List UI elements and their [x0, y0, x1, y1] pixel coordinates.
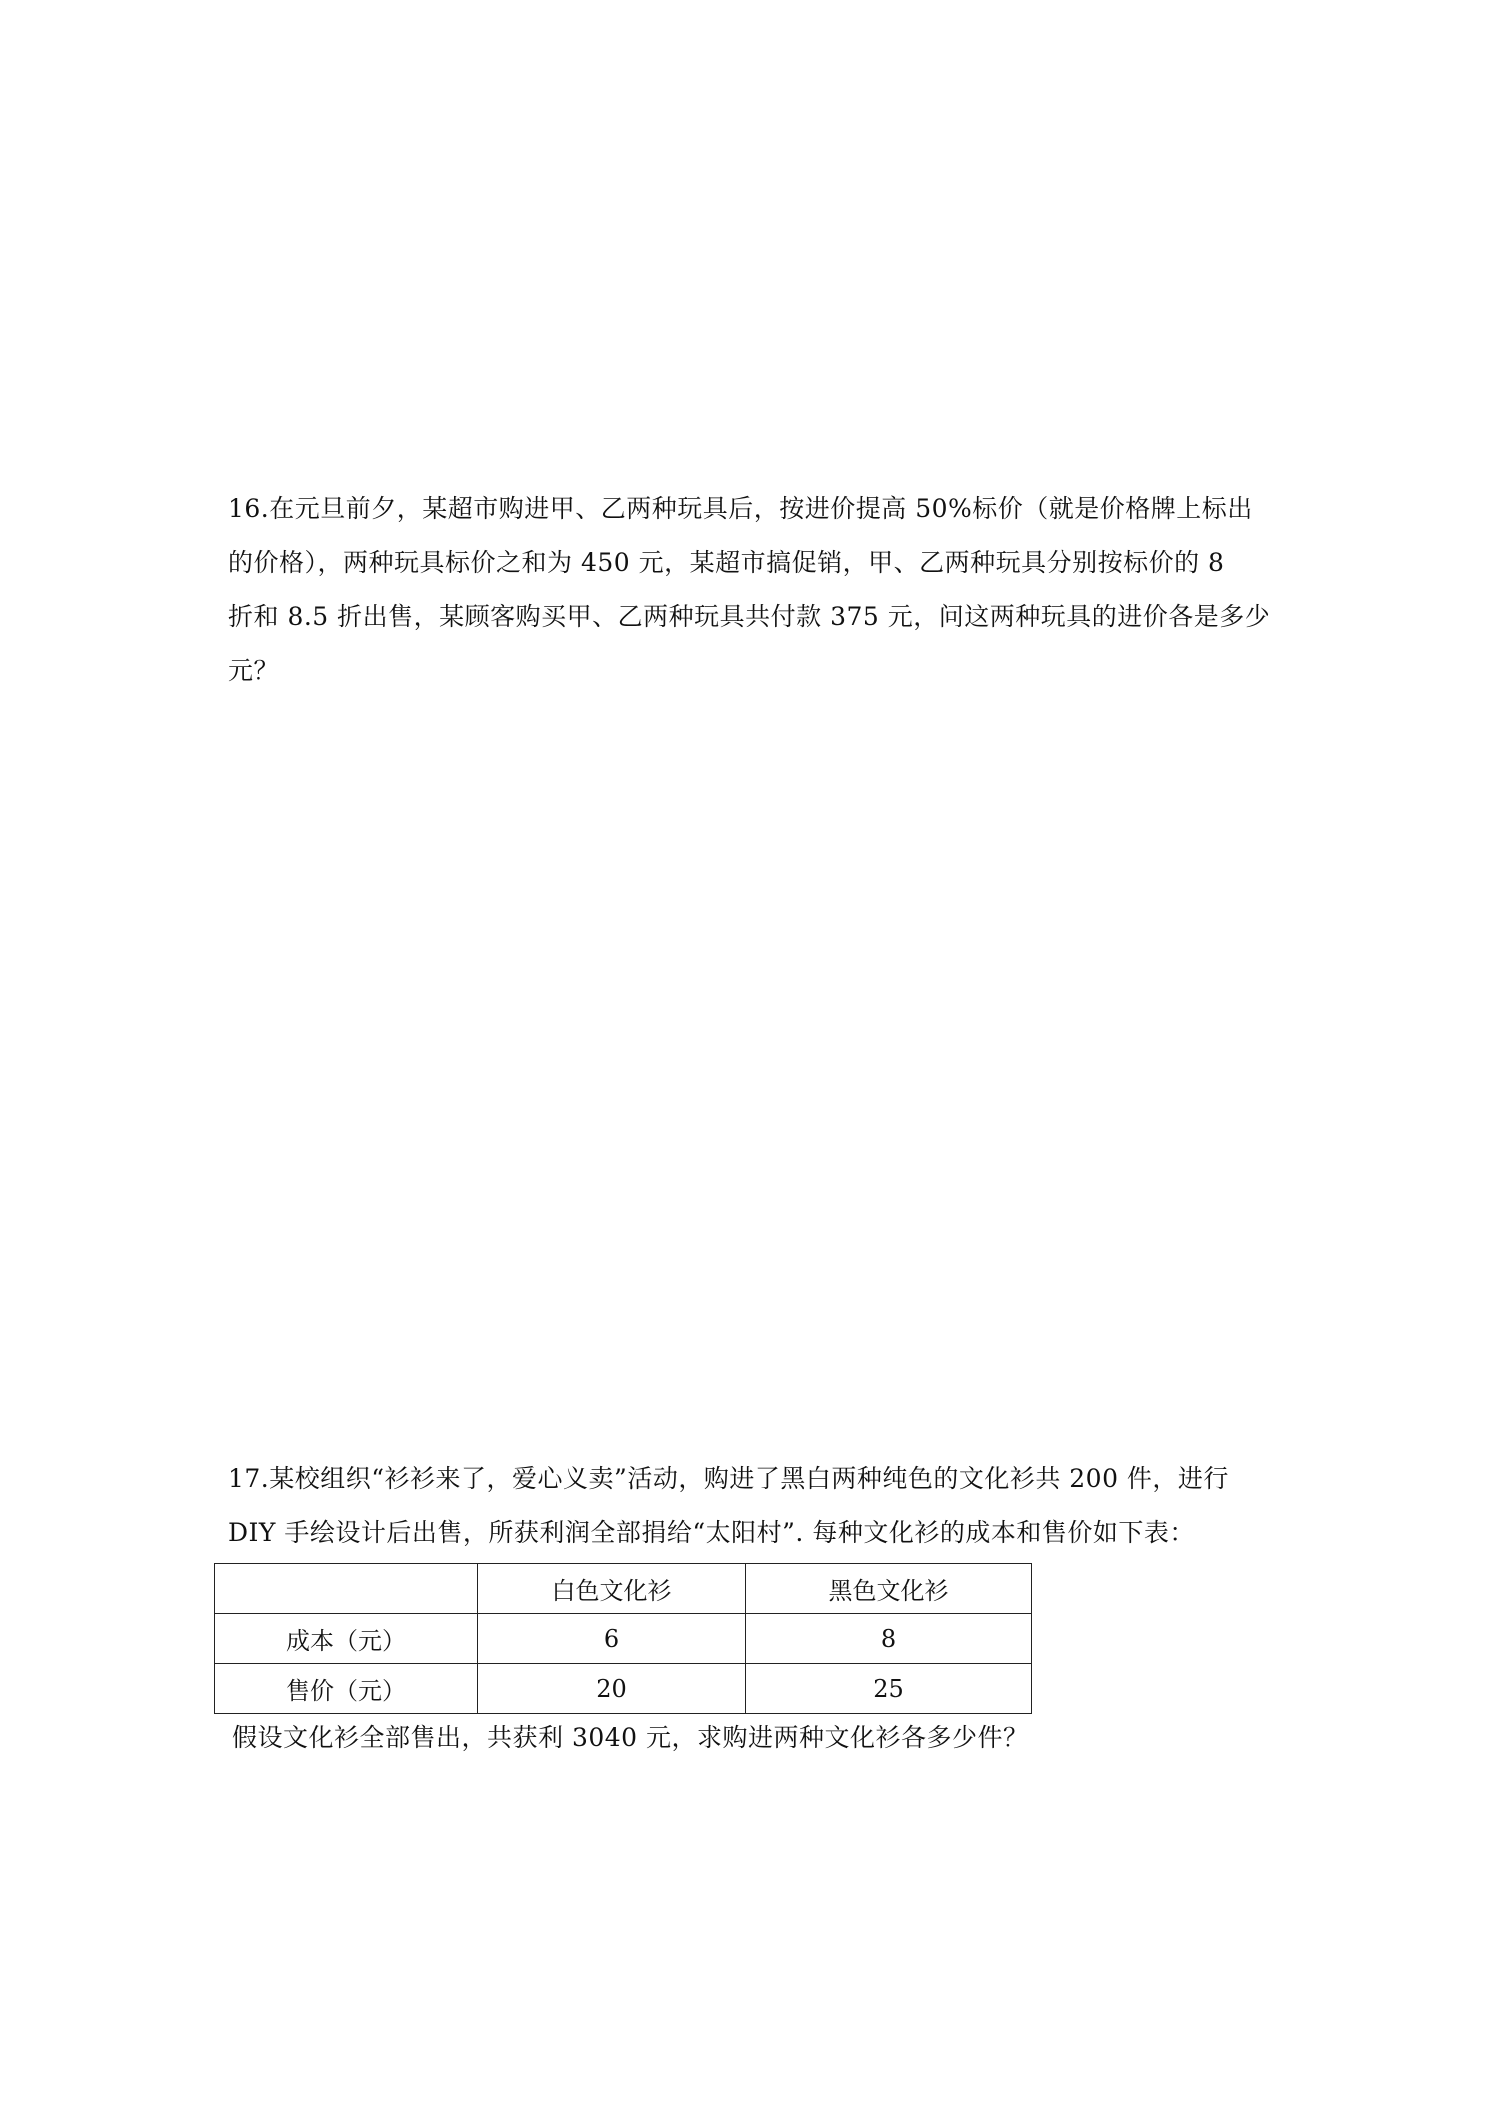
problem-17-question: 假设文化衫全部售出，共获利 3040 元，求购进两种文化衫各多少件？ — [232, 1723, 1029, 1752]
table-cell: 25 — [746, 1664, 1032, 1714]
table-cell: 20 — [478, 1664, 746, 1714]
problem-16-line-4: 元？ — [228, 656, 280, 685]
problem-16-line-3: 折和 8.5 折出售，某顾客购买甲、乙两种玩具共付款 375 元，问这两种玩具的进价各是多少 — [228, 602, 1271, 631]
table-row — [215, 1614, 1032, 1664]
table-cell: 8 — [746, 1614, 1032, 1664]
problem-16-line-2: 的价格），两种玩具标价之和为 450 元，某超市搞促销，甲、乙两种玩具分别按标价的 8 — [228, 548, 1225, 577]
problem-17-line-2: DIY 手绘设计后出售，所获利润全部捐给“太阳村”. 每种文化衫的成本和售价如下表： — [228, 1518, 1195, 1547]
problem-17-line-1: 17.某校组织“衫衫来了，爱心义卖”活动，购进了黑白两种纯色的文化衫共 200 件，进行 — [228, 1464, 1229, 1493]
table-header-cell: 黑色文化衫 — [746, 1564, 1032, 1614]
problem-16-line-1: 16.在元旦前夕，某超市购进甲、乙两种玩具后，按进价提高 50%标价（就是价格牌上标出 — [228, 494, 1253, 523]
problem-16 — [228, 482, 1271, 698]
table-header-cell — [215, 1564, 478, 1614]
shirt-cost-price-table — [214, 1563, 1032, 1714]
problem-17 — [228, 1452, 1268, 1560]
table-row-label: 售价（元） — [215, 1664, 478, 1714]
table-header-cell: 白色文化衫 — [478, 1564, 746, 1614]
table-cell: 6 — [478, 1614, 746, 1664]
table-row — [215, 1664, 1032, 1714]
table-row-label: 成本（元） — [215, 1614, 478, 1664]
table-header-row — [215, 1564, 1032, 1614]
